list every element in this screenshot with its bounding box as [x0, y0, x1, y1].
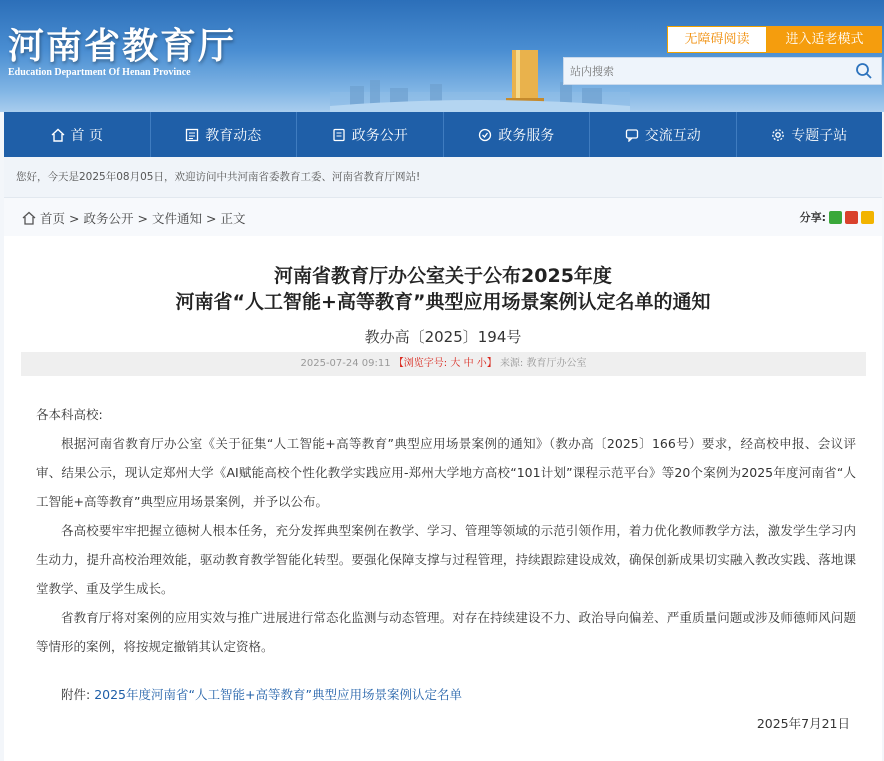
breadcrumb-separator: > [137, 210, 148, 226]
article-title-line2: 河南省“人工智能+高等教育”典型应用场景案例认定名单的通知 [175, 291, 711, 313]
paragraph: 省教育厅将对案例的应用实效与推广进展进行常态化监测与动态管理。对存在持续建设不力、政治导向偏差、严重质量问题或涉及师德师风问题等情形的案例，将按规定撤销其认定资格。 [36, 610, 856, 654]
search-box [563, 57, 882, 85]
nav-item-home[interactable] [4, 112, 151, 157]
qq-icon[interactable] [861, 211, 874, 224]
nav-item-interaction[interactable] [590, 112, 737, 157]
weibo-icon[interactable] [845, 211, 858, 224]
article-body [36, 400, 856, 661]
nav-item-label: 政务公开 [351, 127, 408, 144]
nav-item-special-sites[interactable] [737, 112, 883, 157]
breadcrumb-gov-affairs[interactable]: 政务公开 [83, 211, 134, 226]
salutation: 各本科高校: [36, 407, 103, 422]
source-label: 来源: [499, 358, 524, 369]
breadcrumb-notices[interactable]: 文件通知 [152, 211, 203, 226]
share-label: 分享: [799, 211, 826, 224]
wechat-icon[interactable] [829, 211, 842, 224]
article-meta [21, 352, 866, 376]
search-icon[interactable] [855, 62, 873, 80]
nav-item-label: 专题子站 [791, 127, 848, 144]
font-size-small[interactable]: 小 [476, 358, 487, 369]
font-size-label-close: 】 [486, 358, 497, 369]
nav-item-gov-service[interactable] [444, 112, 591, 157]
news-icon [185, 128, 199, 142]
accessible-reading-button[interactable]: 无障碍阅读 [667, 26, 767, 53]
site-header [0, 0, 884, 112]
font-size-switcher [394, 358, 497, 369]
nav-item-label: 交流互动 [644, 127, 701, 144]
attachment [61, 685, 462, 703]
document-number: 教办高〔2025〕194号 [364, 328, 522, 346]
main-nav [4, 112, 882, 157]
welcome-message: 您好，今天是2025年08月05日，欢迎访问中共河南省委教育工委、河南省教育厅网站! [4, 157, 882, 198]
breadcrumb-separator: > [69, 210, 80, 226]
share-bar [800, 209, 874, 225]
article-title-line1: 河南省教育厅办公室关于公布2025年度 [274, 265, 612, 287]
site-subtitle: Education Department Of Henan Province [8, 67, 191, 78]
search-input[interactable] [570, 63, 840, 80]
breadcrumb-home[interactable]: 首页 [40, 211, 66, 226]
nav-item-label: 教育动态 [205, 127, 262, 144]
home-icon [51, 128, 65, 142]
paragraph: 各高校要牢牢把握立德树人根本任务，充分发挥典型案例在教学、学习、管理等领域的示范引领作用，着力优化教师教学方法，激发学生学习内生动力，提升高校治理效能，驱动教育教学智能化转型。要强化保障支撑与过程管理，持续跟踪建设成效，确保创新成果切实融入教改实践、落地课堂教学、重及学生成长。 [36, 523, 856, 596]
source: 教育厅办公室 [526, 358, 587, 369]
nav-item-gov-affairs[interactable] [297, 112, 444, 157]
nav-item-label: 政务服务 [498, 127, 555, 144]
service-icon [478, 128, 492, 142]
document-icon [332, 128, 346, 142]
font-size-large[interactable]: 大 [450, 358, 461, 369]
paragraph: 根据河南省教育厅办公室《关于征集“人工智能+高等教育”典型应用场景案例的通知》（教办高〔2025〕166号）要求，经高校申报、会议评审、结果公示，现认定郑州大学《AI赋能高校个性化教学实践应用-郑州大学地方高校“101计划”课程示范平台》等20个案例为2025年度河南省“人工智能+高等教育”典型应用场景案例，并予以公布。 [36, 436, 856, 509]
home-icon [22, 211, 36, 225]
attachment-link[interactable]: 2025年度河南省“人工智能+高等教育”典型应用场景案例认定名单 [94, 687, 462, 702]
font-size-label-open: 【浏览字号: [393, 358, 448, 369]
breadcrumb-bar [4, 198, 882, 236]
article [4, 236, 882, 761]
elder-mode-button[interactable]: 进入适老模式 [767, 26, 882, 53]
font-size-medium[interactable]: 中 [463, 358, 474, 369]
gear-icon [771, 128, 785, 142]
chat-icon [625, 128, 639, 142]
breadcrumb-current: 正文 [220, 211, 246, 226]
nav-item-label: 首 页 [70, 127, 103, 144]
breadcrumb-separator: > [206, 210, 217, 226]
issue-date: 2025年7月21日 [756, 716, 850, 731]
publish-datetime: 2025-07-24 09:11 [300, 358, 391, 369]
site-title[interactable]: 河南省教育厅 [8, 25, 237, 67]
nav-item-news[interactable] [151, 112, 298, 157]
breadcrumb [22, 209, 246, 227]
attachment-label: 附件: [61, 687, 91, 702]
